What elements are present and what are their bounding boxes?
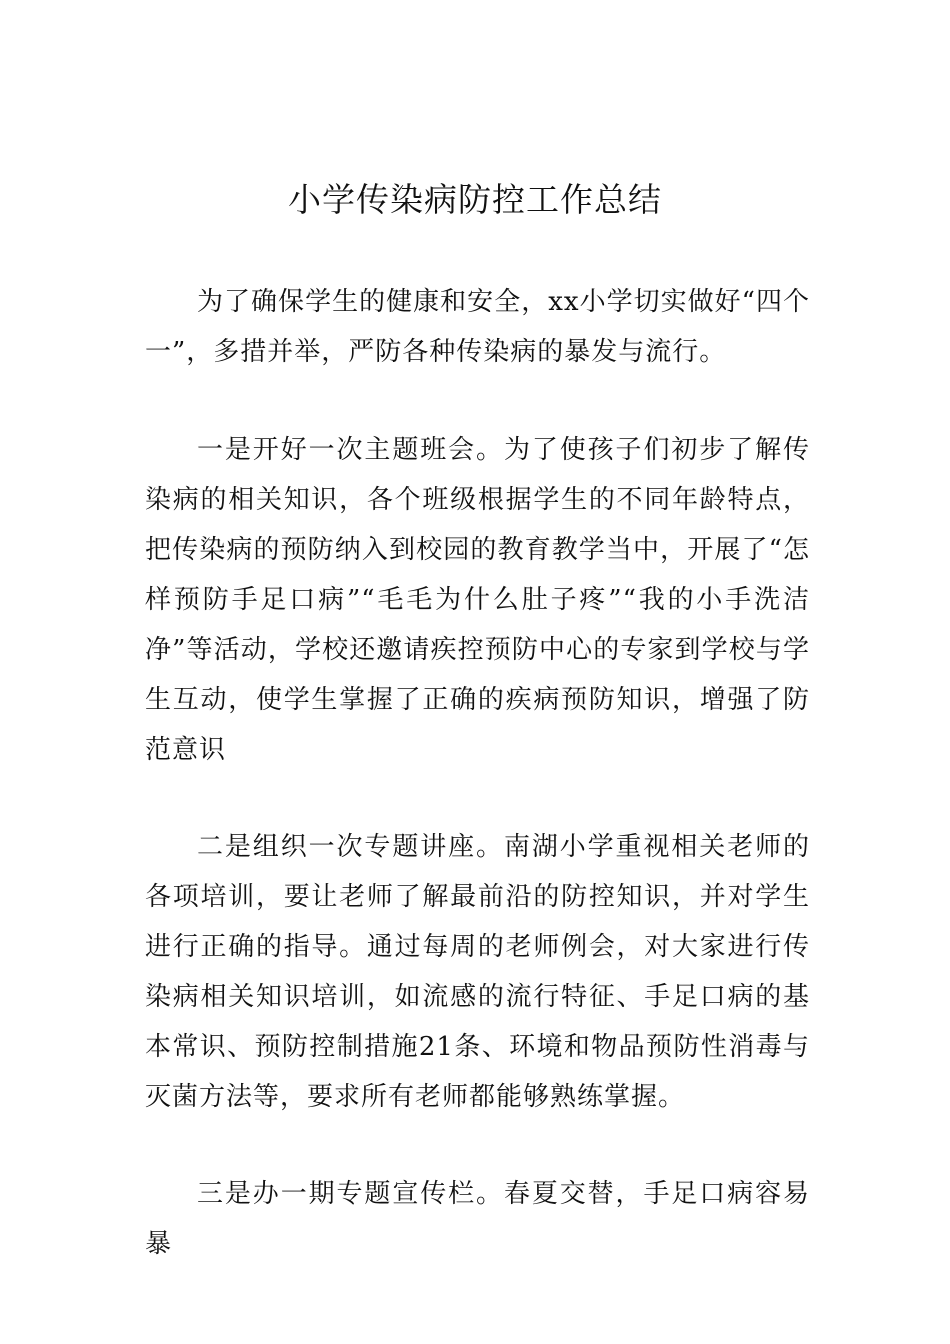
paragraph-intro: 为了确保学生的健康和安全，xx小学切实做好“四个一”，多措并举，严防各种传染病的暴发与流行。 [145,287,810,367]
document-title: 小学传染病防控工作总结 [288,180,662,219]
paragraph-bulletin-board: 三是办一期专题宣传栏。春夏交替，手足口病容易暴 [145,1179,810,1259]
paragraph-special-lecture: 二是组织一次专题讲座。南湖小学重视相关老师的各项培训，要让老师了解最前沿的防控知识，并对学生进行正确的指导。通过每周的老师例会，对大家进行传染病相关知识培训，如流感的流行特征、手足口病的基本常识、预防控制措施21条、环境和物品预防性消毒与灭菌方法等，要求所有老师都能够熟练掌握。 [145,832,810,1112]
paragraph-theme-class-meeting: 一是开好一次主题班会。为了使孩子们初步了解传染病的相关知识，各个班级根据学生的不同年龄特点，把传染病的预防纳入到校园的教育教学当中，开展了“怎样预防手足口病”“毛毛为什么肚子疼”“我的小手洗洁净”等活动，学校还邀请疾控预防中心的专家到学校与学生互动，使学生掌握了正确的疾病预防知识，增强了防范意识 [145,435,810,765]
